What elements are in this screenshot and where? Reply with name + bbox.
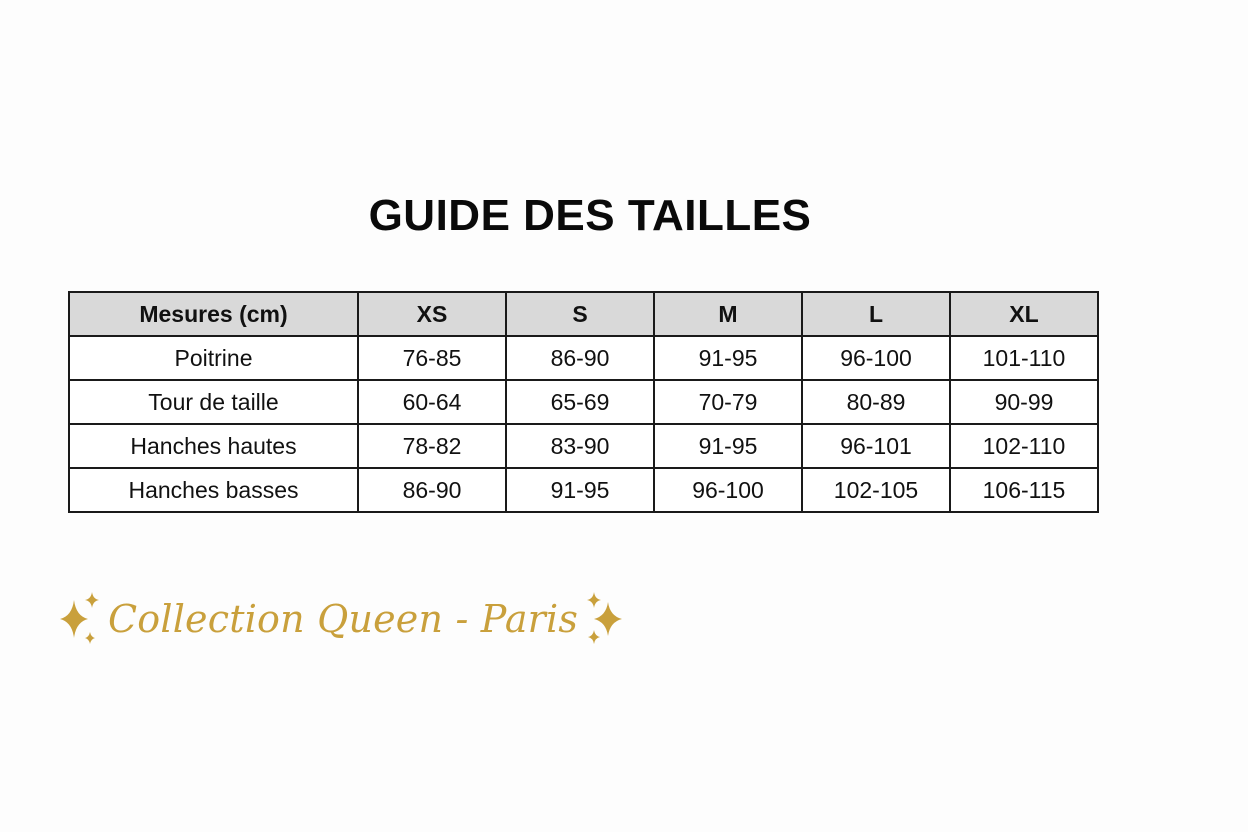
table-cell: 102-110 xyxy=(950,424,1098,468)
table-row xyxy=(69,424,1098,468)
table-cell: 70-79 xyxy=(654,380,802,424)
table-cell: 102-105 xyxy=(802,468,950,512)
table-header-row xyxy=(69,292,1098,336)
table-cell: 96-100 xyxy=(654,468,802,512)
table-cell: 78-82 xyxy=(358,424,506,468)
table-cell: 91-95 xyxy=(654,424,802,468)
brand-signature xyxy=(58,584,628,654)
sparkle-icon xyxy=(58,588,104,650)
table-cell: 106-115 xyxy=(950,468,1098,512)
row-label: Poitrine xyxy=(69,336,358,380)
table-cell: 91-95 xyxy=(506,468,654,512)
table-row xyxy=(69,468,1098,512)
table-cell: 96-100 xyxy=(802,336,950,380)
table-cell: 96-101 xyxy=(802,424,950,468)
table-cell: 65-69 xyxy=(506,380,654,424)
table-cell: 83-90 xyxy=(506,424,654,468)
size-guide-table xyxy=(68,291,1099,513)
header-measure: Mesures (cm) xyxy=(69,292,358,336)
table-row xyxy=(69,380,1098,424)
header-size-xs: XS xyxy=(358,292,506,336)
table-cell: 80-89 xyxy=(802,380,950,424)
sparkle-icon xyxy=(582,588,628,650)
header-size-m: M xyxy=(654,292,802,336)
table-cell: 86-90 xyxy=(506,336,654,380)
row-label: Hanches basses xyxy=(69,468,358,512)
row-label: Hanches hautes xyxy=(69,424,358,468)
table-cell: 76-85 xyxy=(358,336,506,380)
row-label: Tour de taille xyxy=(69,380,358,424)
header-size-s: S xyxy=(506,292,654,336)
table-cell: 91-95 xyxy=(654,336,802,380)
table-cell: 101-110 xyxy=(950,336,1098,380)
table-cell: 86-90 xyxy=(358,468,506,512)
header-size-xl: XL xyxy=(950,292,1098,336)
header-size-l: L xyxy=(802,292,950,336)
table-row xyxy=(69,336,1098,380)
brand-name: Collection Queen - Paris xyxy=(108,597,579,641)
page-title: GUIDE DES TAILLES xyxy=(368,191,812,240)
table-cell: 90-99 xyxy=(950,380,1098,424)
table-cell: 60-64 xyxy=(358,380,506,424)
